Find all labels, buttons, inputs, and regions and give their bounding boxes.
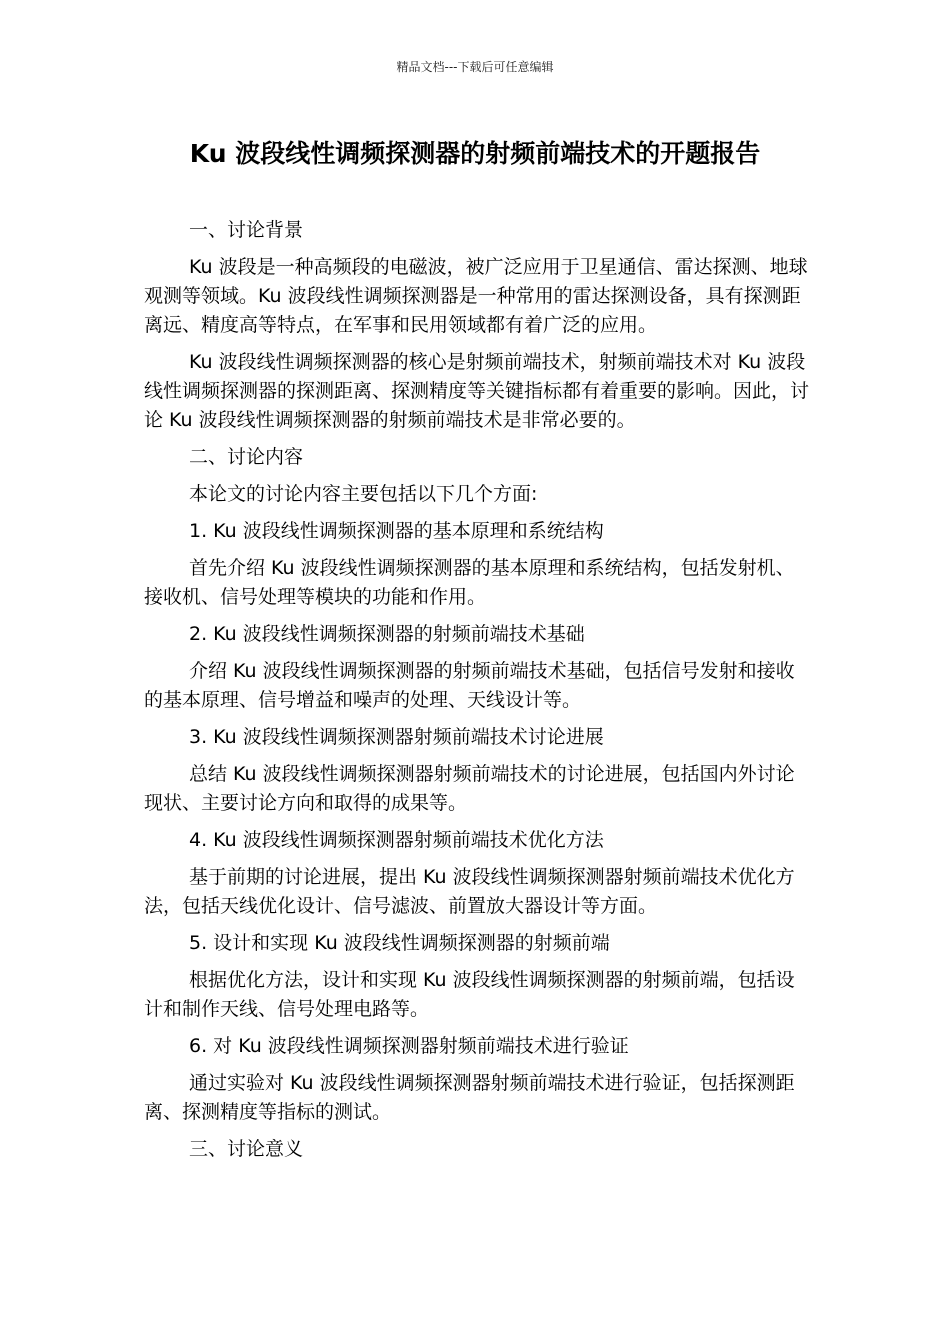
paragraph: 首先介绍 Ku 波段线性调频探测器的基本原理和系统结构，包括发射机、接收机、信号处理等模块的功能和作用。 [144, 557, 795, 608]
section-heading-background: 一、讨论背景 [189, 219, 304, 241]
paragraph: 本论文的讨论内容主要包括以下几个方面: [189, 483, 538, 505]
section-heading-content: 二、讨论内容 [189, 446, 304, 468]
list-item-heading: 1. Ku 波段线性调频探测器的基本原理和系统结构 [189, 520, 604, 542]
list-item-heading: 5. 设计和实现 Ku 波段线性调频探测器的射频前端 [189, 932, 610, 954]
paragraph: 根据优化方法，设计和实现 Ku 波段线性调频探测器的射频前端，包括设计和制作天线、信号处理电路等。 [144, 969, 795, 1020]
list-item-heading: 2. Ku 波段线性调频探测器的射频前端技术基础 [189, 623, 585, 645]
document-body [144, 216, 812, 1172]
section-heading-significance: 三、讨论意义 [189, 1138, 304, 1160]
paragraph: Ku 波段是一种高频段的电磁波，被广泛应用于卫星通信、雷达探测、地球观测等领域。Ku 波段线性调频探测器是一种常用的雷达探测设备，具有探测距离远、精度高等特点，在军事和民用领域都有着广泛的应用。 [144, 256, 808, 336]
paragraph: 介绍 Ku 波段线性调频探测器的射频前端技术基础，包括信号发射和接收的基本原理、信号增益和噪声的处理、天线设计等。 [144, 660, 795, 711]
page-header-note: 精品文档---下载后可任意编辑 [396, 60, 554, 74]
document-title: Ku 波段线性调频探测器的射频前端技术的开题报告 [189, 139, 761, 168]
paragraph: Ku 波段线性调频探测器的核心是射频前端技术，射频前端技术对 Ku 波段线性调频探测器的探测距离、探测精度等关键指标都有着重要的影响。因此，讨论 Ku 波段线性调频探测器的射频前端技术是非常必要的。 [144, 351, 810, 431]
paragraph: 通过实验对 Ku 波段线性调频探测器射频前端技术进行验证，包括探测距离、探测精度等指标的测试。 [144, 1072, 795, 1123]
list-item-heading: 4. Ku 波段线性调频探测器射频前端技术优化方法 [189, 829, 604, 851]
list-item-heading: 3. Ku 波段线性调频探测器射频前端技术讨论进展 [189, 726, 604, 748]
paragraph: 总结 Ku 波段线性调频探测器射频前端技术的讨论进展，包括国内外讨论现状、主要讨论方向和取得的成果等。 [144, 763, 795, 814]
paragraph: 基于前期的讨论进展，提出 Ku 波段线性调频探测器射频前端技术优化方法，包括天线优化设计、信号滤波、前置放大器设计等方面。 [144, 866, 795, 917]
list-item-heading: 6. 对 Ku 波段线性调频探测器射频前端技术进行验证 [189, 1035, 629, 1057]
